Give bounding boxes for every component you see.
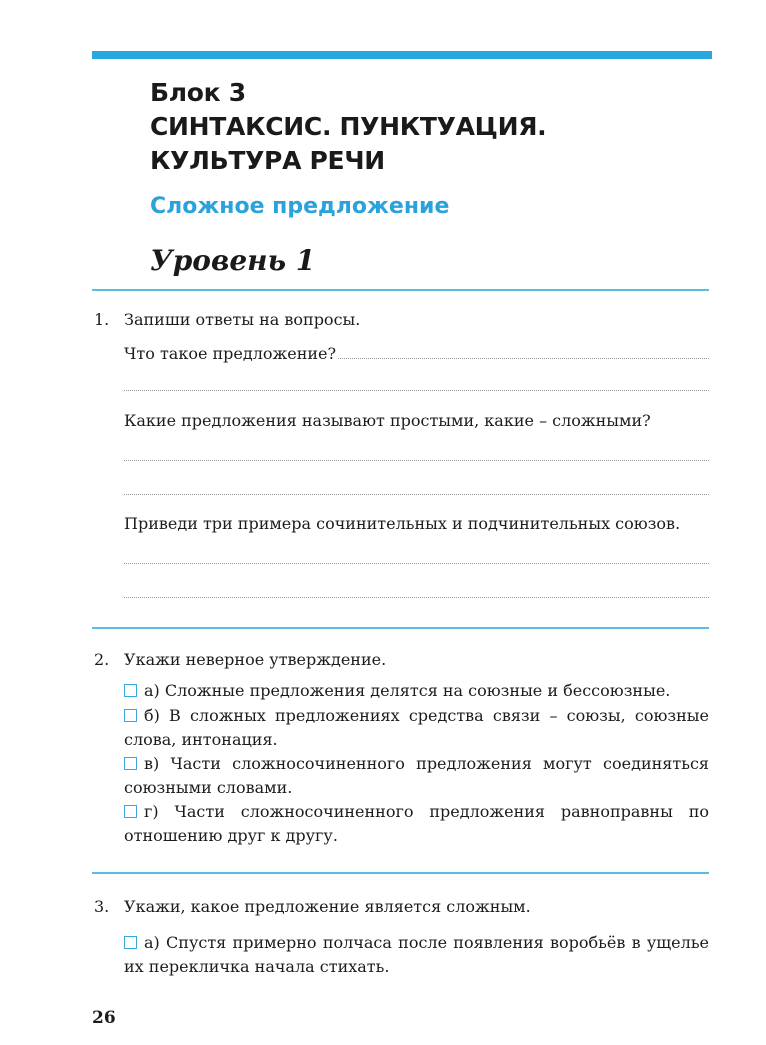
question-2-text: Укажи неверное утверждение. — [124, 650, 387, 669]
answer-line[interactable] — [124, 494, 709, 495]
prompt-label: Что такое предложение? — [124, 344, 337, 363]
answer-line[interactable] — [124, 390, 709, 391]
checkbox[interactable] — [124, 936, 137, 949]
answer-line[interactable] — [124, 597, 709, 598]
checkbox[interactable] — [124, 805, 137, 818]
separator — [92, 289, 709, 291]
checkbox[interactable] — [124, 684, 137, 697]
separator — [92, 627, 709, 629]
option-text-continued: слова, интонация. — [124, 730, 278, 749]
option-text: б) В сложных предложениях средства связи – союзы, союзные — [144, 706, 709, 725]
question-2-option-b[interactable] — [124, 704, 709, 752]
section-title: Сложное предложение — [150, 194, 450, 219]
question-1-prompt-2: Какие предложения называют простыми, какие – сложными? — [124, 411, 651, 430]
option-text: а) Сложные предложения делятся на союзные и бессоюзные. — [144, 681, 671, 700]
checkbox[interactable] — [124, 757, 137, 770]
answer-line[interactable] — [124, 563, 709, 564]
option-text-continued: отношению друг к другу. — [124, 826, 338, 845]
question-1-text: Запиши ответы на вопросы. — [124, 310, 361, 329]
top-accent-bar — [92, 51, 712, 59]
question-2-option-d[interactable] — [124, 800, 709, 848]
question-3-option-a[interactable] — [124, 931, 709, 979]
question-1-prompt-1[interactable] — [124, 344, 709, 363]
question-2-option-c[interactable] — [124, 752, 709, 800]
level-title: Уровень 1 — [150, 244, 316, 277]
question-3-text: Укажи, какое предложение является сложным. — [124, 897, 531, 916]
page-number: 26 — [92, 1008, 116, 1028]
block-title — [150, 76, 546, 178]
option-text: г) Части сложносочиненного предложения равноправны по — [144, 802, 709, 821]
option-text-continued: их перекличка начала стихать. — [124, 957, 390, 976]
question-3-number: 3. — [94, 897, 110, 916]
block-heading-line-2: КУЛЬТУРА РЕЧИ — [150, 146, 385, 175]
answer-line[interactable] — [338, 358, 709, 359]
question-1-number: 1. — [94, 310, 110, 329]
option-text: а) Спустя примерно полчаса после появления воробьёв в ущелье — [144, 933, 709, 952]
block-number: Блок 3 — [150, 78, 246, 107]
question-2-option-a[interactable] — [124, 679, 709, 703]
separator — [92, 872, 709, 874]
question-1-prompt-3: Приведи три примера сочинительных и подчинительных союзов. — [124, 514, 681, 533]
option-text-continued: союзными словами. — [124, 778, 293, 797]
answer-line[interactable] — [124, 460, 709, 461]
block-heading-line-1: СИНТАКСИС. ПУНКТУАЦИЯ. — [150, 112, 547, 141]
option-text: в) Части сложносочиненного предложения могут соединяться — [144, 754, 709, 773]
checkbox[interactable] — [124, 709, 137, 722]
question-2-number: 2. — [94, 650, 110, 669]
